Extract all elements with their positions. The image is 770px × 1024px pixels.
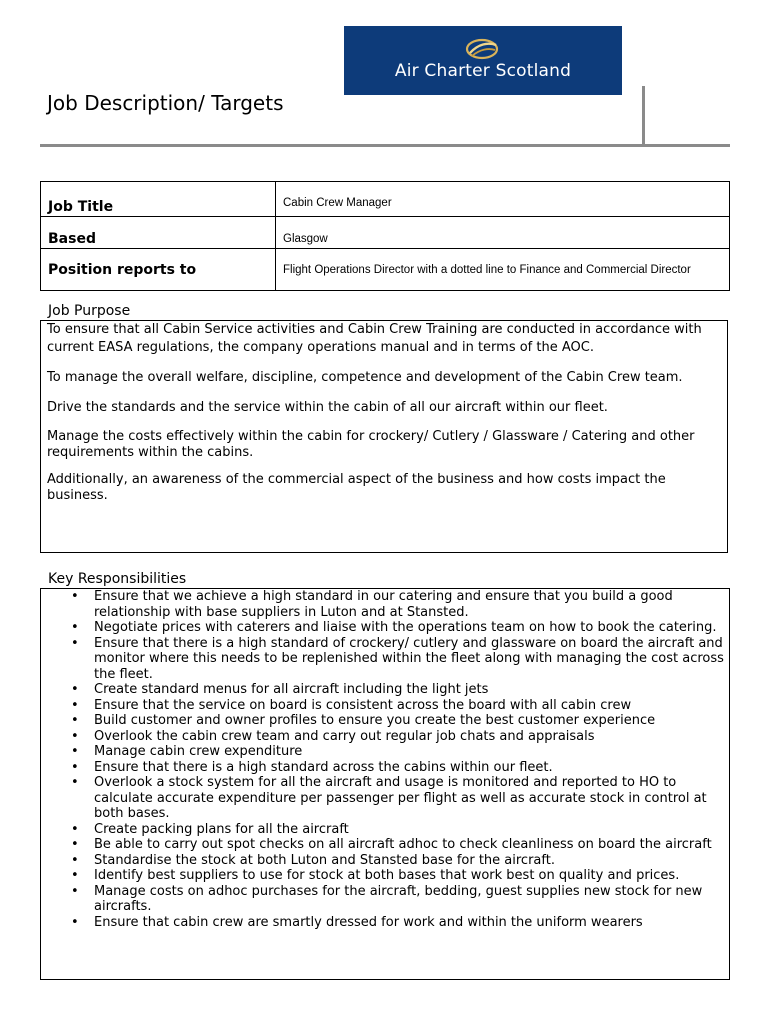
purpose-paragraph: Manage the costs effectively within the cabin for crockery/ Cutlery / Glassware / Catering and other requirements within the cabins. <box>47 429 695 460</box>
key-responsibilities-heading: Key Responsibilities <box>48 571 187 587</box>
purpose-paragraph: Additionally, an awareness of the commercial aspect of the business and how costs impact the business. <box>47 472 666 503</box>
job-title-label: Job Title <box>41 182 276 217</box>
table-row <box>41 182 730 217</box>
swoosh-icon <box>462 36 502 62</box>
list-item: • Negotiate prices with caterers and liaise with the operations team on how to book the catering. <box>94 620 729 636</box>
page-title: Job Description/ Targets <box>47 91 284 115</box>
logo-text: Air Charter Scotland <box>394 61 572 81</box>
purpose-paragraph: To manage the overall welfare, discipline, competence and development of the Cabin Crew team. <box>47 370 683 385</box>
list-item: • Ensure that the service on board is consistent across the board with all cabin crew <box>94 698 729 714</box>
list-item: • Build customer and owner profiles to ensure you create the best customer experience <box>94 713 729 729</box>
list-item: • Be able to carry out spot checks on all aircraft adhoc to check cleanliness on board the aircraft <box>94 837 729 853</box>
list-item: • Ensure that cabin crew are smartly dressed for work and within the uniform wearers <box>94 915 729 931</box>
responsibilities-list <box>41 589 729 930</box>
table-row <box>41 217 730 249</box>
job-info-table <box>40 181 730 291</box>
list-item: • Standardise the stock at both Luton and Stansted base for the aircraft. <box>94 853 729 869</box>
list-item: • Ensure that there is a high standard across the cabins within our fleet. <box>94 760 729 776</box>
job-title-value: Cabin Crew Manager <box>276 182 730 217</box>
key-responsibilities-box <box>40 588 730 980</box>
list-item: • Manage cabin crew expenditure <box>94 744 729 760</box>
list-item: • Ensure that we achieve a high standard in our catering and ensure that you build a good relationship with base suppliers in Luton and at Stansted. <box>94 589 729 620</box>
reports-to-value: Flight Operations Director with a dotted line to Finance and Commercial Director <box>276 249 730 291</box>
job-purpose-box <box>40 320 728 553</box>
list-item: • Create packing plans for all the aircraft <box>94 822 729 838</box>
list-item: • Ensure that there is a high standard of crockery/ cutlery and glassware on board the aircraft and monitor where this needs to be replenished within the fleet along with managing the cost across the fleet. <box>94 636 729 683</box>
based-value: Glasgow <box>276 217 730 249</box>
list-item: • Overlook the cabin crew team and carry out regular job chats and appraisals <box>94 729 729 745</box>
list-item: • Manage costs on adhoc purchases for the aircraft, bedding, guest supplies new stock for new aircrafts. <box>94 884 729 915</box>
header-vertical-divider <box>642 86 645 146</box>
list-item: • Create standard menus for all aircraft including the light jets <box>94 682 729 698</box>
company-logo <box>344 26 622 95</box>
table-row <box>41 249 730 291</box>
purpose-paragraph: To ensure that all Cabin Service activities and Cabin Crew Training are conducted in accordance with current EASA regulations, the company operations manual and in terms of the AOC. <box>47 322 702 355</box>
purpose-paragraph: Drive the standards and the service within the cabin of all our aircraft within our fleet. <box>47 400 608 415</box>
header-divider <box>40 144 730 147</box>
job-purpose-heading: Job Purpose <box>48 303 131 319</box>
reports-to-label: Position reports to <box>41 249 276 291</box>
list-item: • Overlook a stock system for all the aircraft and usage is monitored and reported to HO to calculate accurate expenditure per passenger per flight as well as accurate stock in control at both bases. <box>94 775 729 822</box>
list-item: • Identify best suppliers to use for stock at both bases that work best on quality and prices. <box>94 868 729 884</box>
based-label: Based <box>41 217 276 249</box>
